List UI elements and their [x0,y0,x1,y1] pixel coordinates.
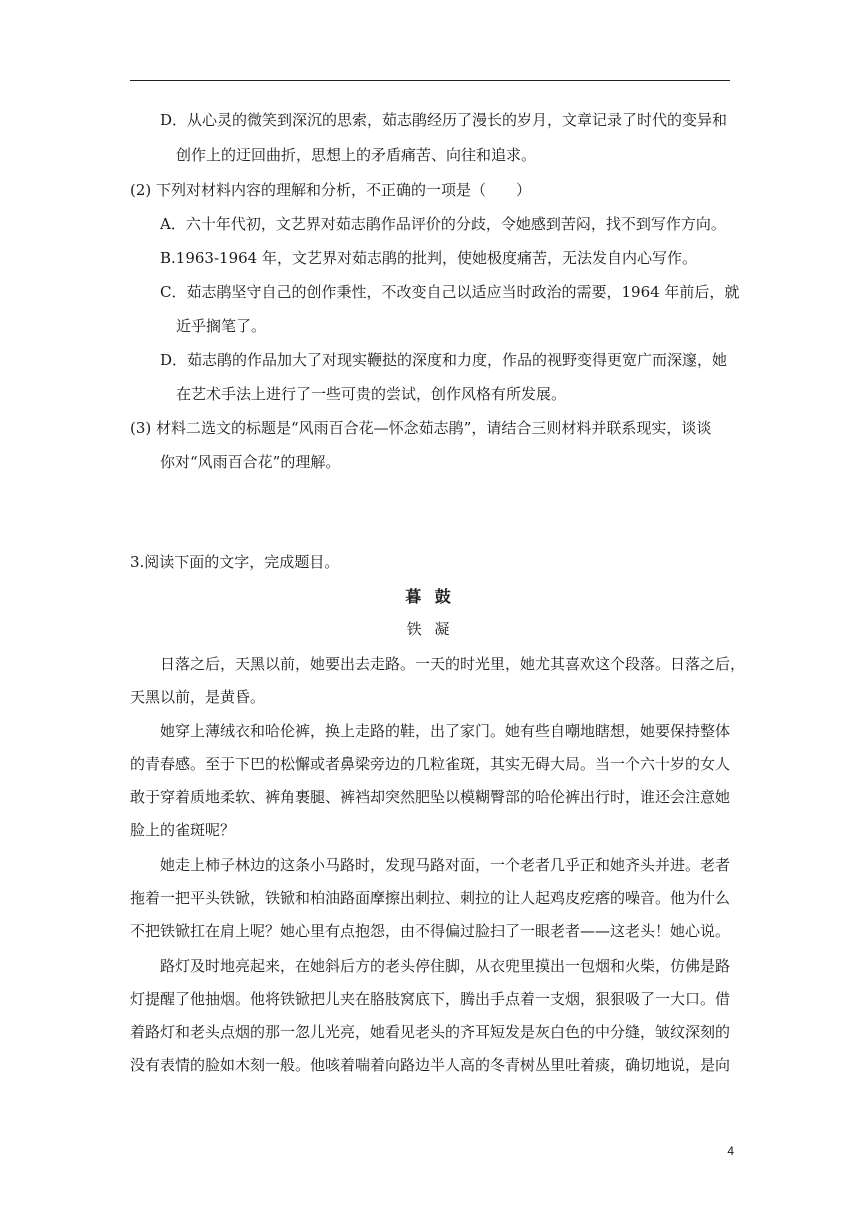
question-3-line2: 你对“风雨百合花”的理解。 [160,453,341,471]
option-d-prev-line1: D．从心灵的微笑到深沉的思索，茹志鹃经历了漫长的岁月，文章记录了时代的变异和 [160,111,728,129]
question-2-option-c-line1: C．茹志鹃坚守自己的创作秉性，不改变自己以适应当时政治的需要，1964 年前后，就 [160,283,740,301]
paragraph-4-line3: 着路灯和老头点烟的那一忽儿光亮，她看见老头的齐耳短发是灰白色的中分缝，皱纹深刻的 [130,1023,731,1041]
page-number: 4 [727,1144,734,1158]
paragraph-1-line2: 天黑以前，是黄昏。 [130,688,266,706]
question-2-option-b: B.1963-1964 年，文艺界对茹志鹃的批判，使她极度痛苦，无法发自内心写作。 [160,249,697,267]
question-2-option-d-line1: D．茹志鹃的作品加大了对现实鞭挞的深度和力度，作品的视野变得更宽广而深邃，她 [160,351,728,369]
question-2-option-d-line2: 在艺术手法上进行了一些可贵的尝试，创作风格有所发展。 [176,385,567,403]
paragraph-3-line1: 她走上柿子林边的这条小马路时，发现马路对面，一个老者几乎正和她齐头并进。老者 [160,856,731,874]
paragraph-3-line2: 拖着一把平头铁锨，铁锨和柏油路面摩擦出刺拉、刺拉的让人起鸡皮疙瘩的噪音。他为什么 [130,889,731,907]
question-2-option-c-line2: 近乎搁笔了。 [176,317,267,335]
paragraph-4-line2: 灯提醒了他抽烟。他将铁锨把儿夹在胳肢窝底下，腾出手点着一支烟，狠狠吸了一大口。借 [130,990,731,1008]
paragraph-2-line1: 她穿上薄绒衣和哈伦裤，换上走路的鞋，出了家门。她有些自嘲地瞎想，她要保持整体 [160,722,731,740]
paragraph-1-line1: 日落之后，天黑以前，她要出去走路。一天的时光里，她尤其喜欢这个段落。日落之后， [160,655,746,673]
paragraph-2-line2: 的青春感。至于下巴的松懈或者鼻梁旁边的几粒雀斑，其实无碍大局。当一个六十岁的女人 [130,755,731,773]
option-d-prev-line2: 创作上的迂回曲折，思想上的矛盾痛苦、向往和追求。 [176,146,537,164]
section-3-heading: 3.阅读下面的文字，完成题目。 [130,553,340,571]
story-author: 铁 凝 [406,620,454,638]
question-2-option-a: A．六十年代初，文艺界对茹志鹃作品评价的分歧，令她感到苦闷，找不到写作方向。 [160,215,726,233]
paragraph-3-line3: 不把铁锨扛在肩上呢？她心里有点抱怨，由不得偏过脸扫了一眼老者——这老头！她心说。 [130,922,731,940]
paragraph-4-line1: 路灯及时地亮起来，在她斜后方的老头停住脚，从衣兜里摸出一包烟和火柴，仿佛是路 [160,957,731,975]
paragraph-2-line4: 脸上的雀斑呢？ [130,821,236,839]
paragraph-2-line3: 敢于穿着质地柔软、裤角裹腿、裤裆却突然肥坠以模糊臀部的哈伦裤出行时，谁还会注意她 [130,788,731,806]
question-2-stem: (2) 下列对材料内容的理解和分析，不正确的一项是（ ） [130,181,532,199]
story-title: 暮 鼓 [405,587,455,606]
question-3-line1: (3) 材料二选文的标题是“风雨百合花—怀念茹志鹃”，请结合三则材料并联系现实，谈谈 [130,419,712,437]
paragraph-4-line4: 没有表情的脸如木刻一般。他咳着喘着向路边半人高的冬青树丛里吐着痰，确切地说，是向 [130,1056,731,1074]
header-rule [130,80,730,81]
